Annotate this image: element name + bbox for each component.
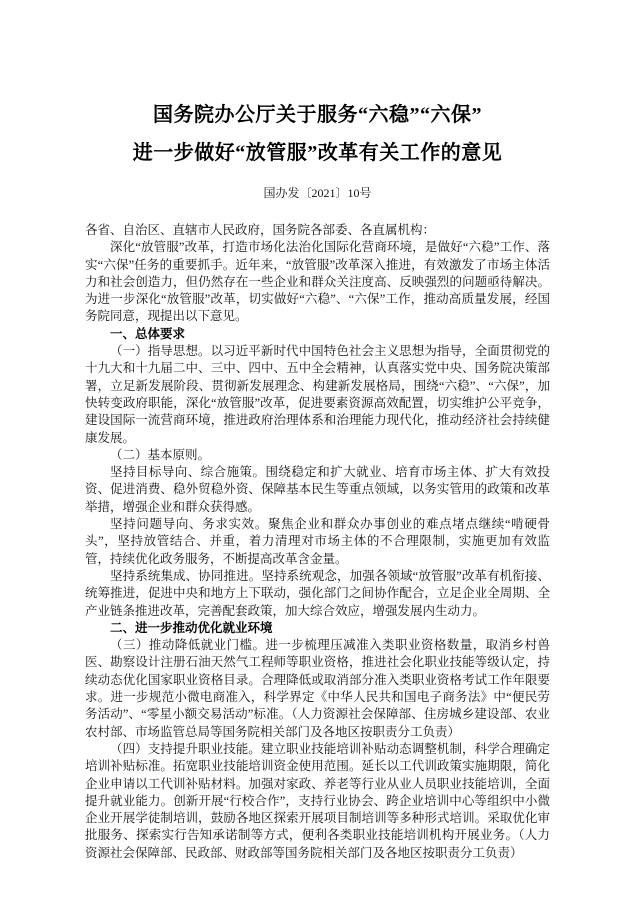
section-heading-2: 二、进一步推动优化就业环境 [110,620,273,635]
paragraph-principle-2: 坚持问题导向、务求实效。聚焦企业和群众办事创业的难点堵点继续“啃硬骨头”，坚持放管结合、并重，着力清理对市场主体的不合理限制，实施更加有效监管，持续优化政务服务，不断提高改革含金量。 [85,517,550,566]
paragraph-item-3: （三）推动降低就业门槛。进一步梳理压减准入类职业资格数量，取消乡村兽医、勘察设计注册石油天然气工程师等职业资格，推进社会化职业技能等级认定，持续动态优化国家职业资格目录。合理降低或取消部分准入类职业资格考试工作年限要求。进一步规范小微电商准入，科学界定《中华人民共和国电子商务法》中“便民劳务活动”、“零星小额交易活动”标准。（人力资源社会保障部、住房城乡建设部、农业农村部、市场监管总局等国务院相关部门及各地区按职责分工负责） [85,638,550,739]
paragraph-item-4: （四）支持提升职业技能。建立职业技能培训补贴动态调整机制，科学合理确定培训补贴标准。拓宽职业技能培训资金使用范围。延长以工代训政策实施期限，简化企业申请以工代训补贴材料。加强对家政、养老等行业从业人员职业技能培训，全面提升就业能力。创新开展“行校合作”，支持行业协会、跨企业培训中心等组织中小微企业开展学徒制培训，鼓励各地区探索开展项目制培训等多种形式培训。采取优化审批服务、探索实行告知承诺制等方式，便利各类职业技能培训机构开展业务。（人力资源社会保障部、民政部、财政部等国务院相关部门及各地区按职责分工负责） [85,741,550,860]
section-heading-1: 一、总体要求 [110,326,186,341]
paragraph-intro: 深化“放管服”改革，打造市场化法治化国际化营商环境，是做好“六稳”工作、落实“六保”任务的重要抓手。近年来，“放管服”改革深入推进，有效激发了市场主体活力和社会创造力，但仍然存在一些企业和群众关注度高、反映强烈的问题亟待解决。为进一步深化“放管服”改革，切实做好“六稳”、“六保”工作，推动高质量发展，经国务院同意，现提出以下意见。 [85,240,550,324]
document-body [85,222,550,862]
paragraph-guiding-thought: （一）指导思想。以习近平新时代中国特色社会主义思想为指导，全面贯彻党的十九大和十九届二中、三中、四中、五中全会精神，认真落实党中央、国务院决策部署，立足新发展阶段、贯彻新发展理念、构建新发展格局，围绕“六稳”、“六保”，加快转变政府职能，深化“放管服”改革，促进要素资源高效配置，切实维护公平竞争，建设国际一流营商环境，推进政府治理体系和治理能力现代化，推动经济社会持续健康发展。 [85,344,550,445]
doc-number: 国办发〔2021〕10号 [263,186,372,200]
paragraph-principle-1: 坚持目标导向、综合施策。围绕稳定和扩大就业、培育市场主体、扩大有效投资、促进消费、稳外贸稳外资、保障基本民生等重点领域，以务实管用的政策和改革举措，增强企业和群众获得感。 [85,465,550,514]
paragraph-basic-principles: （二）基本原则。 [110,447,211,462]
paragraph-principle-3: 坚持系统集成、协同推进。坚持系统观念，加强各领域“放管服”改革有机衔接、统筹推进，促进中央和地方上下联动，强化部门之间协作配合，立足企业全周期、全产业链条推进改革，完善配套政策，加大综合效应，增强发展内生动力。 [85,568,550,618]
salutation: 各省、自治区、直辖市人民政府，国务院各部委、各直属机构： [85,223,436,237]
doc-title-line1: 国务院办公厅关于服务“六稳”“六保” [153,104,482,126]
doc-title-line2: 进一步做好“放管服”改革有关工作的意见 [132,142,503,164]
